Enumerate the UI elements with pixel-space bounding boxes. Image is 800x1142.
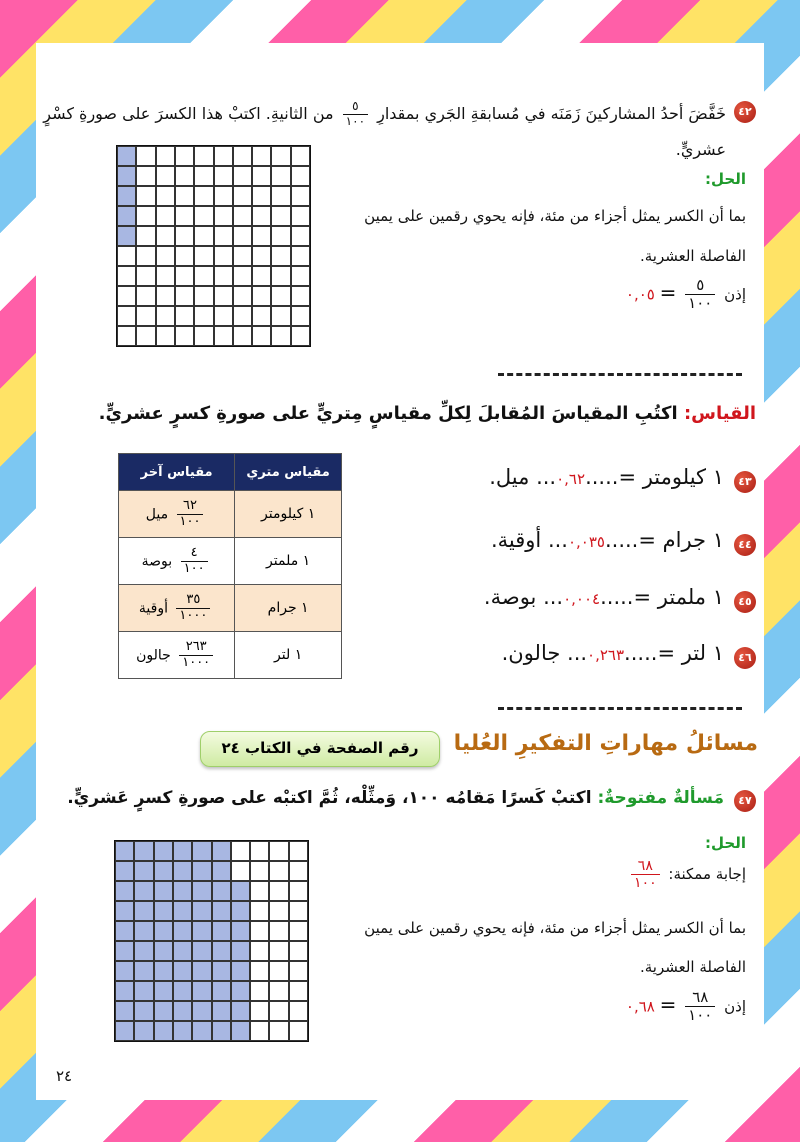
grid-cell bbox=[173, 901, 192, 921]
grid-cell bbox=[291, 166, 310, 186]
grid-cell bbox=[252, 266, 271, 286]
other-cell: $\frac{٦٢}{١٠٠}$ ميل bbox=[119, 491, 235, 538]
grid-cell bbox=[156, 226, 175, 246]
other-cell: $\frac{٣٥}{١٠٠٠}$ أوقية bbox=[119, 585, 235, 632]
grid-cell bbox=[231, 941, 250, 961]
metric-cell: ١ ملمتر bbox=[235, 538, 342, 585]
col-metric: مقياس متري bbox=[235, 454, 342, 491]
grid-cell bbox=[250, 1021, 269, 1041]
solution-line-2: الفاصلة العشرية. bbox=[639, 247, 746, 265]
grid-cell bbox=[269, 941, 288, 961]
grid-cell bbox=[194, 166, 213, 186]
grid-cell bbox=[156, 286, 175, 306]
grid-cell bbox=[154, 881, 173, 901]
grid-cell bbox=[134, 941, 153, 961]
grid-cell bbox=[154, 941, 173, 961]
grid-cell bbox=[192, 981, 211, 1001]
solution-equation: إذن $\frac{٥}{١٠٠}$ = ٠,٠٥ bbox=[625, 276, 746, 313]
grid-cell bbox=[154, 1021, 173, 1041]
grid-cell bbox=[250, 921, 269, 941]
grid-cell bbox=[233, 166, 252, 186]
grid-cell bbox=[233, 246, 252, 266]
grid-cell bbox=[271, 186, 290, 206]
grid-cell bbox=[269, 1021, 288, 1041]
grid-cell bbox=[250, 941, 269, 961]
grid-cell bbox=[175, 146, 194, 166]
grid-cell bbox=[289, 841, 308, 861]
grid-cell bbox=[214, 146, 233, 166]
problem-46-number: ٤٦ bbox=[734, 647, 756, 669]
grid-cell bbox=[156, 206, 175, 226]
solution-line-1: بما أن الكسر يمثل أجزاء من مئة، فإنه يحوي رقمين على يمين bbox=[364, 207, 746, 225]
grid-cell bbox=[271, 326, 290, 346]
grid-cell bbox=[291, 266, 310, 286]
grid-cell bbox=[231, 841, 250, 861]
grid-cell bbox=[173, 881, 192, 901]
problem-42-number: ٤٢ bbox=[734, 101, 756, 123]
grid-cell bbox=[192, 901, 211, 921]
problem-46-statement: ١ لتر =.....٠,٢٦٣... جالون. bbox=[501, 641, 724, 665]
other-cell: $\frac{٢٦٣}{١٠٠٠}$ جالون bbox=[119, 632, 235, 679]
grid-cell bbox=[250, 841, 269, 861]
table-row bbox=[119, 585, 342, 632]
grid-cell bbox=[233, 266, 252, 286]
grid-cell bbox=[192, 841, 211, 861]
grid-cell bbox=[233, 226, 252, 246]
problem-43-number: ٤٣ bbox=[734, 471, 756, 493]
grid-cell bbox=[231, 881, 250, 901]
grid-cell bbox=[214, 306, 233, 326]
grid-cell bbox=[194, 286, 213, 306]
grid-cell bbox=[214, 326, 233, 346]
grid-cell bbox=[250, 1001, 269, 1021]
grid-cell bbox=[289, 861, 308, 881]
grid-cell bbox=[173, 921, 192, 941]
grid-cell bbox=[136, 206, 155, 226]
problem-43-statement: ١ كيلومتر =.....٠,٦٢... ميل. bbox=[489, 465, 724, 489]
grid-cell bbox=[252, 286, 271, 306]
grid-cell bbox=[212, 981, 231, 1001]
grid-cell bbox=[156, 326, 175, 346]
grid-cell bbox=[136, 146, 155, 166]
grid-cell bbox=[173, 1021, 192, 1041]
grid-cell bbox=[271, 266, 290, 286]
grid-cell bbox=[289, 961, 308, 981]
grid-cell bbox=[212, 841, 231, 861]
grid-cell bbox=[134, 981, 153, 1001]
grid-cell bbox=[291, 246, 310, 266]
grid-cell bbox=[115, 921, 134, 941]
grid-cell bbox=[271, 246, 290, 266]
grid-cell bbox=[233, 286, 252, 306]
grid-cell bbox=[250, 901, 269, 921]
grid-cell bbox=[269, 1001, 288, 1021]
grid-cell bbox=[136, 306, 155, 326]
hundred-grid-68-shaded bbox=[114, 840, 309, 1042]
grid-cell bbox=[214, 166, 233, 186]
grid-cell bbox=[291, 186, 310, 206]
grid-cell bbox=[115, 881, 134, 901]
grid-cell bbox=[289, 921, 308, 941]
grid-cell bbox=[289, 981, 308, 1001]
grid-cell bbox=[214, 266, 233, 286]
grid-cell bbox=[115, 941, 134, 961]
grid-cell bbox=[117, 186, 136, 206]
grid-cell bbox=[289, 941, 308, 961]
grid-cell bbox=[134, 921, 153, 941]
problem-45-statement: ١ ملمتر =.....٠,٠٠٤... بوصة. bbox=[483, 585, 724, 609]
grid-cell bbox=[271, 206, 290, 226]
grid-cell bbox=[154, 841, 173, 861]
grid-cell bbox=[175, 266, 194, 286]
grid-cell bbox=[156, 166, 175, 186]
grid-cell bbox=[154, 1001, 173, 1021]
grid-cell bbox=[269, 841, 288, 861]
grid-cell bbox=[192, 1001, 211, 1021]
grid-cell bbox=[117, 226, 136, 246]
grid-cell bbox=[134, 1021, 153, 1041]
grid-cell bbox=[115, 1021, 134, 1041]
grid-cell bbox=[252, 186, 271, 206]
grid-cell bbox=[252, 326, 271, 346]
grid-cell bbox=[233, 186, 252, 206]
measurement-table bbox=[118, 453, 342, 679]
grid-cell bbox=[154, 921, 173, 941]
page-number: ٢٤ bbox=[56, 1067, 73, 1085]
grid-cell bbox=[291, 226, 310, 246]
grid-cell bbox=[117, 266, 136, 286]
grid-cell bbox=[289, 1021, 308, 1041]
grid-cell bbox=[231, 901, 250, 921]
grid-cell bbox=[271, 306, 290, 326]
table-row bbox=[119, 632, 342, 679]
grid-cell bbox=[175, 306, 194, 326]
grid-cell bbox=[212, 1001, 231, 1021]
grid-cell bbox=[291, 306, 310, 326]
grid-cell bbox=[134, 1001, 153, 1021]
grid-cell bbox=[134, 901, 153, 921]
grid-cell bbox=[173, 861, 192, 881]
grid-cell bbox=[252, 246, 271, 266]
grid-cell bbox=[173, 941, 192, 961]
grid-cell bbox=[136, 266, 155, 286]
grid-cell bbox=[192, 881, 211, 901]
grid-cell bbox=[233, 326, 252, 346]
grid-cell bbox=[214, 226, 233, 246]
grid-cell bbox=[250, 861, 269, 881]
grid-cell bbox=[192, 861, 211, 881]
grid-cell bbox=[214, 286, 233, 306]
grid-cell bbox=[212, 941, 231, 961]
grid-cell bbox=[134, 861, 153, 881]
hots-title: مسائلُ مهاراتِ التفكيرِ العُليا bbox=[453, 731, 758, 756]
grid-cell bbox=[134, 961, 153, 981]
grid-cell bbox=[194, 226, 213, 246]
grid-cell bbox=[212, 921, 231, 941]
hundred-grid-5-shaded bbox=[116, 145, 311, 347]
grid-cell bbox=[173, 1001, 192, 1021]
grid-cell bbox=[250, 881, 269, 901]
grid-cell bbox=[271, 146, 290, 166]
grid-cell bbox=[252, 146, 271, 166]
table-row bbox=[119, 538, 342, 585]
grid-cell bbox=[192, 961, 211, 981]
grid-cell bbox=[173, 841, 192, 861]
grid-cell bbox=[117, 166, 136, 186]
grid-cell bbox=[252, 166, 271, 186]
problem-42-question-end: عشريٍّ. bbox=[675, 140, 726, 159]
grid-cell bbox=[252, 226, 271, 246]
grid-cell bbox=[233, 306, 252, 326]
grid-cell bbox=[214, 186, 233, 206]
grid-cell bbox=[233, 206, 252, 226]
table-row bbox=[119, 491, 342, 538]
grid-cell bbox=[269, 961, 288, 981]
grid-cell bbox=[175, 206, 194, 226]
grid-cell bbox=[271, 226, 290, 246]
grid-cell bbox=[212, 1021, 231, 1041]
separator bbox=[498, 373, 742, 376]
grid-cell bbox=[154, 981, 173, 1001]
grid-cell bbox=[231, 981, 250, 1001]
grid-cell bbox=[269, 981, 288, 1001]
grid-cell bbox=[289, 1001, 308, 1021]
separator bbox=[498, 707, 742, 710]
grid-cell bbox=[115, 961, 134, 981]
grid-cell bbox=[194, 186, 213, 206]
grid-cell bbox=[194, 146, 213, 166]
grid-cell bbox=[115, 841, 134, 861]
grid-cell bbox=[117, 206, 136, 226]
col-other: مقياس آخر bbox=[119, 454, 235, 491]
problem-47-question: مَسألةٌ مفتوحةٌ: اكتبْ كَسرًا مَقامُه ١٠٠، وَمثِّلْه، ثُمَّ اكتبْه على صورةِ كسرٍ عَشريٍّ. bbox=[67, 788, 724, 808]
grid-cell bbox=[156, 306, 175, 326]
measurement-instruction: القياس: اكتُبِ المقياسَ المُقابلَ لِكلِّ مقياسٍ مِتريٍّ على صورةِ كسرٍ عشريٍّ. bbox=[98, 403, 756, 424]
grid-cell bbox=[115, 861, 134, 881]
grid-cell bbox=[175, 246, 194, 266]
other-cell: $\frac{٤}{١٠٠}$ بوصة bbox=[119, 538, 235, 585]
grid-cell bbox=[271, 166, 290, 186]
grid-cell bbox=[269, 881, 288, 901]
grid-cell bbox=[115, 981, 134, 1001]
grid-cell bbox=[250, 981, 269, 1001]
grid-cell bbox=[212, 881, 231, 901]
grid-cell bbox=[291, 326, 310, 346]
grid-cell bbox=[134, 841, 153, 861]
grid-cell bbox=[154, 961, 173, 981]
solution-line-2: الفاصلة العشرية. bbox=[639, 958, 746, 976]
problem-47-number: ٤٧ bbox=[734, 790, 756, 812]
grid-cell bbox=[136, 326, 155, 346]
grid-cell bbox=[289, 901, 308, 921]
grid-cell bbox=[194, 206, 213, 226]
grid-cell bbox=[136, 186, 155, 206]
grid-cell bbox=[117, 146, 136, 166]
grid-cell bbox=[175, 326, 194, 346]
grid-cell bbox=[134, 881, 153, 901]
grid-cell bbox=[175, 166, 194, 186]
metric-cell: ١ لتر bbox=[235, 632, 342, 679]
grid-cell bbox=[269, 921, 288, 941]
grid-cell bbox=[156, 146, 175, 166]
grid-cell bbox=[231, 921, 250, 941]
grid-cell bbox=[214, 246, 233, 266]
grid-cell bbox=[252, 306, 271, 326]
book-page-badge: رقم الصفحة في الكتاب ٢٤ bbox=[200, 731, 440, 767]
solution-label: الحل: bbox=[705, 170, 746, 188]
grid-cell bbox=[194, 266, 213, 286]
metric-cell: ١ جرام bbox=[235, 585, 342, 632]
grid-cell bbox=[156, 266, 175, 286]
grid-cell bbox=[136, 166, 155, 186]
grid-cell bbox=[117, 286, 136, 306]
grid-cell bbox=[175, 226, 194, 246]
worksheet-page bbox=[36, 43, 764, 1100]
grid-cell bbox=[156, 186, 175, 206]
grid-cell bbox=[194, 246, 213, 266]
grid-cell bbox=[271, 286, 290, 306]
grid-cell bbox=[173, 961, 192, 981]
grid-cell bbox=[156, 246, 175, 266]
grid-cell bbox=[173, 981, 192, 1001]
solution-label: الحل: bbox=[705, 834, 746, 852]
problem-45-number: ٤٥ bbox=[734, 591, 756, 613]
metric-cell: ١ كيلومتر bbox=[235, 491, 342, 538]
grid-cell bbox=[175, 286, 194, 306]
grid-cell bbox=[136, 246, 155, 266]
grid-cell bbox=[231, 861, 250, 881]
grid-cell bbox=[117, 326, 136, 346]
grid-cell bbox=[291, 146, 310, 166]
solution-equation: إذن $\frac{٦٨}{١٠٠}$ = ٠,٦٨ bbox=[625, 988, 746, 1025]
grid-cell bbox=[250, 961, 269, 981]
possible-answer: إجابة ممكنة: $\frac{٦٨}{١٠٠}$ bbox=[627, 858, 746, 891]
problem-44-number: ٤٤ bbox=[734, 534, 756, 556]
solution-line-1: بما أن الكسر يمثل أجزاء من مئة، فإنه يحوي رقمين على يمين bbox=[364, 919, 746, 937]
grid-cell bbox=[192, 921, 211, 941]
grid-cell bbox=[117, 306, 136, 326]
grid-cell bbox=[175, 186, 194, 206]
grid-cell bbox=[154, 901, 173, 921]
grid-cell bbox=[212, 961, 231, 981]
grid-cell bbox=[192, 1021, 211, 1041]
grid-cell bbox=[231, 1021, 250, 1041]
grid-cell bbox=[192, 941, 211, 961]
grid-cell bbox=[154, 861, 173, 881]
problem-42-question: خَفَّضَ أحدُ المشاركينَ زَمَنَه في مُسابقةِ الجَري بمقدارِ $\frac{٥}{١٠٠}$ من الثانيةِ. اكتبْ هذا الكسرَ على صورةِ كسْرٍ bbox=[43, 99, 726, 128]
grid-cell bbox=[136, 226, 155, 246]
grid-cell bbox=[117, 246, 136, 266]
grid-cell bbox=[214, 206, 233, 226]
grid-cell bbox=[136, 286, 155, 306]
grid-cell bbox=[289, 881, 308, 901]
grid-cell bbox=[212, 901, 231, 921]
grid-cell bbox=[194, 326, 213, 346]
grid-cell bbox=[233, 146, 252, 166]
problem-44-statement: ١ جرام =.....٠,٠٣٥... أوقية. bbox=[490, 528, 724, 552]
grid-cell bbox=[231, 1001, 250, 1021]
grid-cell bbox=[269, 901, 288, 921]
grid-cell bbox=[269, 861, 288, 881]
grid-cell bbox=[194, 306, 213, 326]
grid-cell bbox=[115, 1001, 134, 1021]
grid-cell bbox=[291, 206, 310, 226]
grid-cell bbox=[252, 206, 271, 226]
grid-cell bbox=[291, 286, 310, 306]
grid-cell bbox=[231, 961, 250, 981]
grid-cell bbox=[115, 901, 134, 921]
grid-cell bbox=[212, 861, 231, 881]
